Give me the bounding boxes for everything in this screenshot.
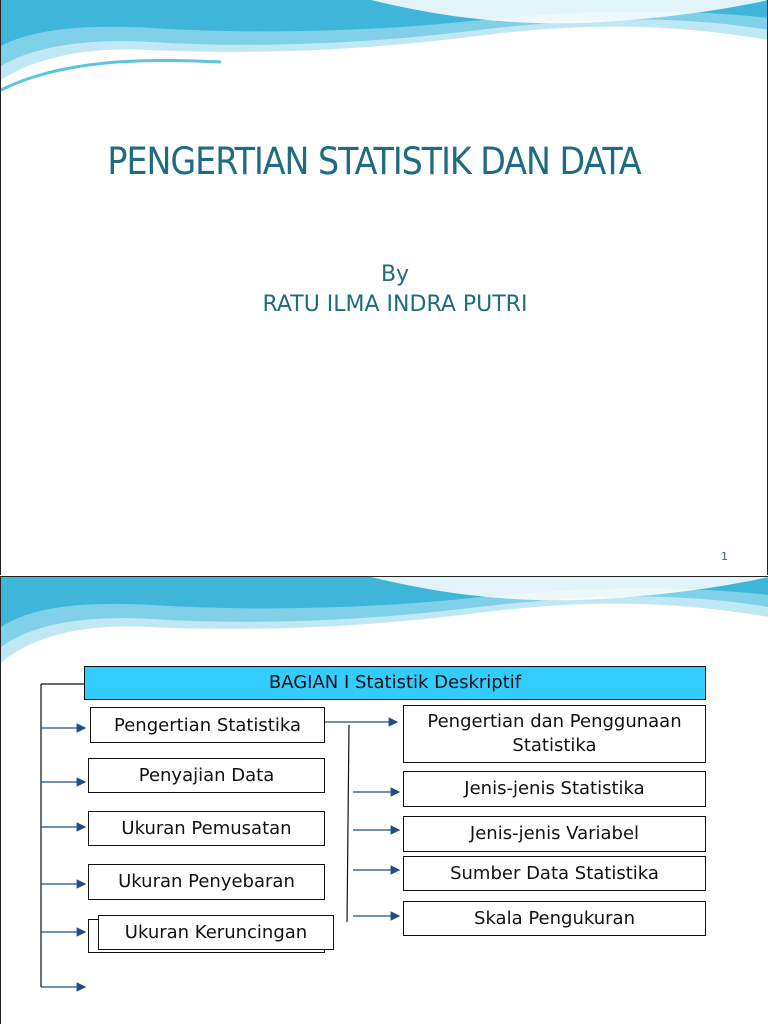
left-box-ukuran-pemusatan	[88, 811, 325, 846]
section-header-text: BAGIAN I Statistik Deskriptif	[268, 672, 522, 693]
left-box-ukuran-keruncingan	[98, 915, 334, 950]
right-box-label: Pengertian dan Penggunaan Statistika	[427, 711, 682, 756]
left-box-penyajian-data	[88, 758, 325, 793]
right-box-label: Sumber Data Statistika	[450, 863, 659, 884]
right-box-skala-pengukuran	[403, 901, 706, 936]
left-box-pengertian-statistika	[90, 707, 325, 743]
right-box-label: Jenis-jenis Variabel	[469, 823, 640, 844]
right-box-jenis-statistika	[403, 771, 706, 807]
by-label: By	[380, 262, 410, 287]
wave-banner-decoration	[1, 0, 768, 100]
page-number: 1	[721, 550, 728, 563]
outline-slide	[0, 576, 768, 1024]
author-name: RATU ILMA INDRA PUTRI	[262, 292, 528, 317]
right-box-label: Skala Pengukuran	[474, 908, 635, 929]
slide-title: PENGERTIAN STATISTIK DAN DATA	[107, 140, 641, 183]
right-box-pengertian-penggunaan	[403, 705, 706, 763]
section-header-box	[84, 666, 706, 700]
right-box-jenis-variabel	[403, 816, 706, 852]
left-box-label: Ukuran Pemusatan	[121, 818, 292, 839]
left-box-label: Ukuran Penyebaran	[118, 871, 295, 892]
left-box-label: Ukuran Keruncingan	[124, 922, 308, 943]
left-box-label: Pengertian Statistika	[114, 715, 301, 736]
right-box-sumber-data	[403, 856, 706, 891]
right-box-label: Jenis-jenis Statistika	[464, 778, 645, 799]
left-box-ukuran-penyebaran	[88, 864, 325, 900]
left-box-label: Penyajian Data	[138, 765, 275, 786]
